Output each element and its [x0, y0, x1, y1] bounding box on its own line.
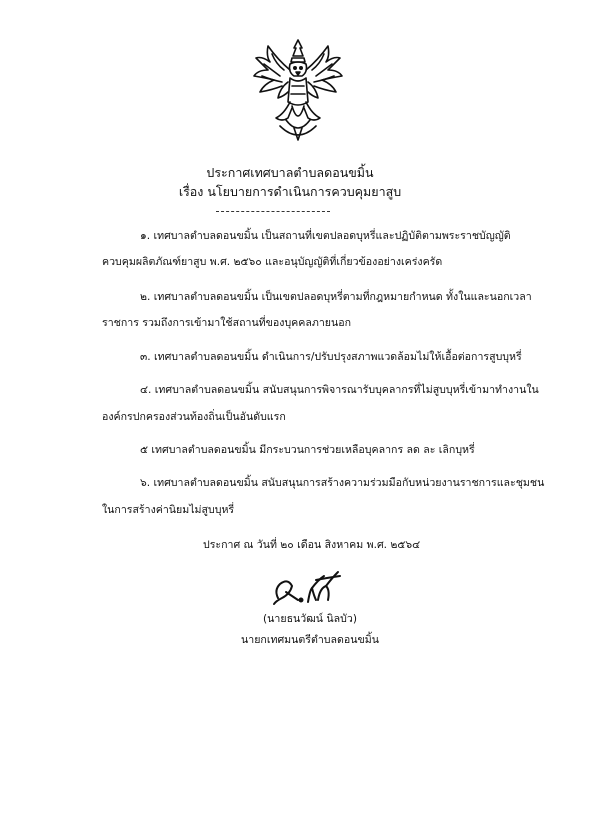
policy-1-line-1: ๑. เทศบาลตำบลดอนขมิ้น เป็นสถานที่เขตปลอดบุหรี่และปฏิบัติตามพระราชบัญญัติ [140, 230, 511, 242]
policy-4-line-1: ๔. เทศบาลตำบลดอนขมิ้น สนับสนุนการพิจารณารับบุคลากรที่ไม่สูบบุหรี่เข้ามาทำงานใน [140, 384, 539, 396]
policy-6-line-1: ๖. เทศบาลตำบลดอนขมิ้น สนับสนุนการสร้างความร่วมมือกับหน่วยงานราชการและชุมชน [140, 477, 545, 489]
policy-2-line-1: ๒. เทศบาลตำบลดอนขมิ้น เป็นเขตปลอดบุหรี่ตามที่กฎหมายกำหนด ทั้งในและนอกเวลา [140, 291, 532, 303]
document-title: ประกาศเทศบาลตำบลดอนขมิ้น [206, 165, 374, 180]
announcement-date: ประกาศ ณ วันที่ ๒๐ เดือน สิงหาคม พ.ศ. ๒๕๖๔ [203, 539, 421, 551]
title-divider [216, 211, 330, 212]
document-subject: เรื่อง นโยบายการดำเนินการควบคุมยาสูบ [178, 184, 402, 199]
signatory-position: นายกเทศมนตรีตำบลดอนขมิ้น [241, 634, 379, 646]
signatory-name: (นายธนวัฒน์ นิลบัว) [263, 613, 357, 625]
policy-4-line-2: องค์กรปกครองส่วนท้องถิ่นเป็นอันดับแรก [102, 411, 286, 423]
garuda-emblem-icon [250, 36, 346, 144]
policy-5-line-1: ๕ เทศบาลตำบลดอนขมิ้น มีกระบวนการช่วยเหลือบุคลากร ลด ละ เลิกบุหรี่ [140, 444, 475, 456]
handwritten-signature-icon [268, 568, 348, 608]
policy-3-line-1: ๓. เทศบาลตำบลดอนขมิ้น ดำเนินการ/ปรับปรุงสภาพแวดล้อมไม่ให้เอื้อต่อการสูบบุหรี่ [140, 351, 522, 363]
policy-2-line-2: ราชการ รวมถึงการเข้ามาใช้สถานที่ของบุคคลภายนอก [102, 317, 351, 329]
policy-6-line-2: ในการสร้างค่านิยมไม่สูบบุหรี่ [102, 504, 235, 516]
policy-1-line-2: ควบคุมผลิตภัณฑ์ยาสูบ พ.ศ. ๒๕๖๐ และอนุบัญญัติที่เกี่ยวข้องอย่างเคร่งครัด [102, 256, 443, 268]
